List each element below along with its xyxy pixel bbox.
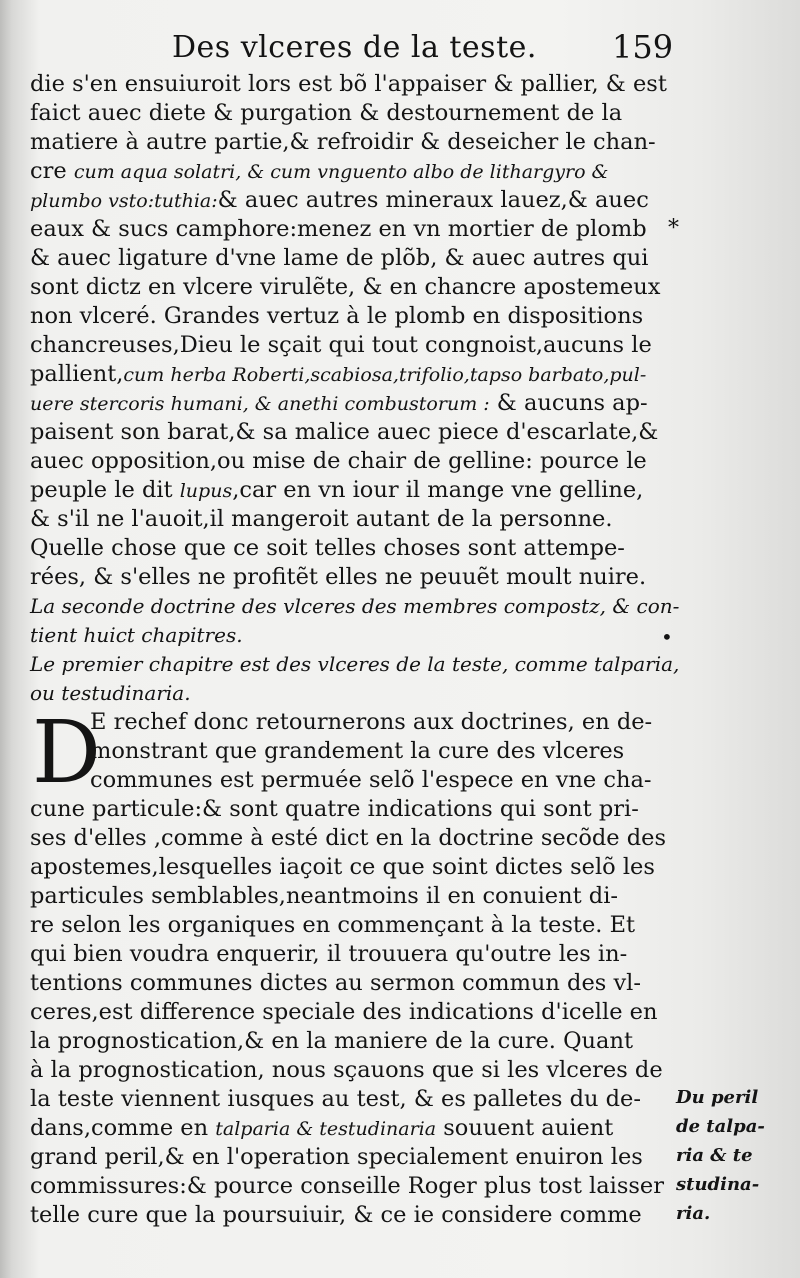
latin-phrase: talparia & testudinaria: [215, 1118, 437, 1140]
text-line: commissures:& pource conseille Roger plus tost laisser: [30, 1173, 664, 1199]
running-header: [0, 24, 800, 64]
text-line: paisent son barat,& sa malice auec piece d'escarlate,&: [30, 419, 659, 445]
chapter-heading: ou testudinaria.: [30, 681, 191, 705]
running-title: Des vlceres de la teste.: [172, 30, 537, 65]
marginal-note-line: studina-: [676, 1174, 760, 1195]
text-line: & s'il ne l'auoit,il mangeroit autant de la personne.: [30, 506, 613, 532]
text-roman: ,car en vn iour il mange vne gelline,: [232, 477, 644, 503]
drop-capital: D: [32, 703, 101, 803]
text-line: Quelle chose que ce soit telles choses sont attempe-: [30, 535, 625, 561]
text-line: monstrant que grandement la cure des vlceres: [90, 738, 625, 764]
text-line: non vlceré. Grandes vertuz à le plomb en dispositions: [30, 303, 644, 329]
section-heading: tient huict chapitres.: [30, 623, 243, 647]
text-line: matiere à autre partie,& refroidir & deseicher le chan-: [30, 129, 656, 155]
text-roman: & aucuns ap-: [489, 390, 648, 416]
text-line: [30, 360, 670, 389]
text-line: la teste viennent iusques au test, & es palletes du de-: [30, 1086, 641, 1112]
text-line: la prognostication,& en la maniere de la cure. Quant: [30, 1028, 633, 1054]
dot-mark: •: [661, 625, 673, 649]
text-line: [30, 186, 670, 215]
text-line: re selon les organiques en commençant à la teste. Et: [30, 912, 636, 938]
marginal-note-line: ria & te: [676, 1145, 753, 1166]
text-line: telle cure que la poursuiuir, & ce ie considere comme: [30, 1202, 642, 1228]
text-line: ceres,est difference speciale des indications d'icelle en: [30, 999, 658, 1025]
text-line: auec opposition,ou mise de chair de gelline: pource le: [30, 448, 647, 474]
text-line: sont dictz en vlcere virulẽte, & en chancre apostemeux: [30, 274, 661, 300]
text-roman: pallient,: [30, 361, 124, 387]
text-line: grand peril,& en l'operation specialement enuiron les: [30, 1144, 643, 1170]
chapter-paragraph: [30, 703, 670, 1230]
marginal-note-line: de talpa-: [676, 1116, 765, 1137]
text-roman: peuple le dit: [30, 477, 180, 503]
text-line: die s'en ensuiuroit lors est bõ l'appaiser & pallier, & est: [30, 71, 667, 97]
text-line: eaux & sucs camphore:menez en vn mortier de plomb: [30, 216, 647, 242]
text-line: qui bien voudra enquerir, il trouuera qu'outre les in-: [30, 941, 628, 967]
page-number: 159: [612, 28, 674, 66]
marginal-note: [676, 1083, 796, 1228]
latin-phrase: cum aqua solatri, & cum vnguento albo de lithargyro &: [73, 161, 609, 183]
marginal-note-line: Du peril: [676, 1087, 759, 1108]
text-line: faict auec diete & purgation & destournement de la: [30, 100, 623, 126]
text-line: [30, 1114, 670, 1143]
text-roman: & auec autres mineraux lauez,& auec: [217, 187, 649, 213]
text-roman: cre: [30, 158, 74, 184]
chapter-heading: Le premier chapitre est des vlceres de la teste, comme talparia,: [30, 652, 680, 676]
latin-phrase: cum herba Roberti,scabiosa,trifolio,tapso barbato,pul-: [123, 364, 647, 386]
text-line: tentions communes dictes au sermon commun des vl-: [30, 970, 641, 996]
latin-phrase: uere stercoris humani, & anethi combustorum :: [30, 393, 490, 415]
text-roman: dans,comme en: [30, 1115, 216, 1141]
text-line: chancreuses,Dieu le sçait qui tout congnoist,aucuns le: [30, 332, 652, 358]
text-line: cune particule:& sont quatre indications qui sont pri-: [30, 796, 639, 822]
latin-word: lupus: [179, 480, 233, 502]
marginal-note-line: ria.: [676, 1203, 711, 1224]
text-roman: souuent auient: [436, 1115, 614, 1141]
text-line: E rechef donc retournerons aux doctrines, en de-: [90, 709, 653, 735]
latin-phrase: plumbo vsto:tuthia:: [30, 190, 218, 212]
text-line: & auec ligature d'vne lame de plõb, & auec autres qui: [30, 245, 649, 271]
text-block: [30, 70, 680, 1230]
text-line: particules semblables,neantmoins il en conuient di-: [30, 883, 618, 909]
section-heading: La seconde doctrine des vlceres des membres compostz, & con-: [30, 594, 680, 618]
text-line: à la prognostication, nous sçauons que si les vlceres de: [30, 1057, 663, 1083]
text-line: rées, & s'elles ne profitẽt elles ne peuuẽt moult nuire.: [30, 564, 647, 590]
asterisk-mark: *: [668, 216, 679, 241]
text-line: apostemes,lesquelles iaçoit ce que soint dictes selõ les: [30, 854, 655, 880]
text-line: ses d'elles ,comme à esté dict en la doctrine secõde des: [30, 825, 667, 851]
text-line: [30, 389, 670, 418]
text-line: [30, 476, 670, 505]
text-line: [30, 157, 670, 186]
text-line: communes est permuée selõ l'espece en vne cha-: [90, 767, 652, 793]
